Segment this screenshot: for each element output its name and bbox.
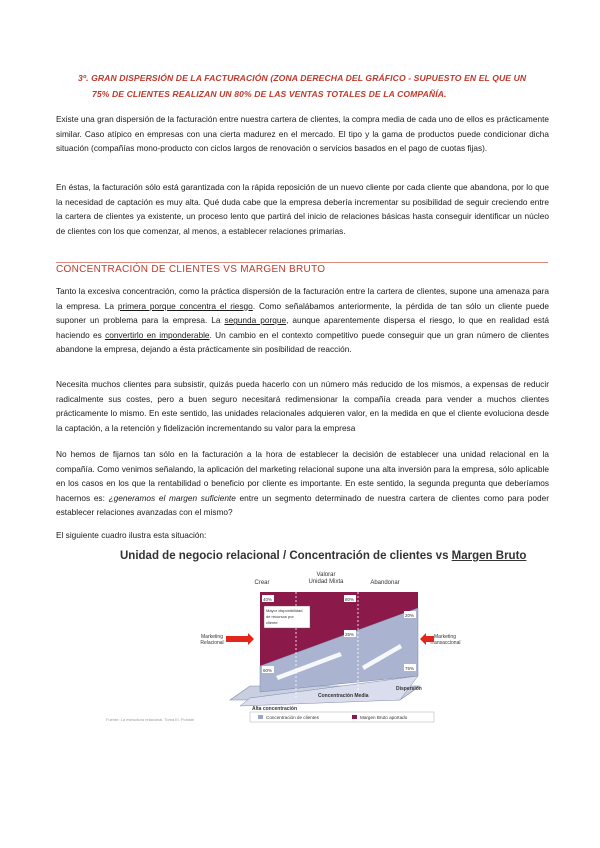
figure-pct-right: 75%	[405, 666, 415, 671]
figure-right-label-1: Marketing	[434, 634, 456, 640]
figure-left-label-1: Marketing	[201, 634, 223, 640]
figure-left-label-2: Relacional	[200, 640, 224, 646]
paragraph-3	[56, 284, 549, 357]
figure-callout-line-3: cliente	[266, 620, 278, 625]
figure-col-valorar-2: Unidad Mixta	[308, 579, 344, 585]
section-title: CONCENTRACIÓN DE CLIENTES VS MARGEN BRUTO	[56, 264, 326, 275]
figure-title-underlined: Margen Bruto	[451, 550, 527, 562]
figure-left-arrow	[226, 633, 254, 645]
p3-text-a: Tanto la excesiva concentración, como la práctica dispersión de la facturación entre la cartera de clientes, supone una amenaza para la empresa. La	[56, 286, 549, 311]
figure-legend-swatch-2	[352, 715, 357, 719]
section-heading	[78, 70, 548, 102]
figure-pct-mid: 25%	[345, 632, 355, 637]
figure-legend-swatch-1	[258, 715, 263, 719]
figure-right-label-2: Transaccional	[429, 640, 461, 646]
section-divider	[56, 262, 548, 263]
figure-pct-top-mid: 80%	[345, 597, 355, 602]
p5-text-a: No hemos de fijarnos tan sólo en la facturación a la hora de establecer la decisión de establecer una unidad relacional en la compañía. Como venimos señalando, la aplicación del marketing relacional supone una alta inversión para la empresa, sólo aplicable en los casos en los que la rentabilidad o beneficio por cliente es importante. En este sentido, la segunda pregunta que deberíamos hacernos es:	[56, 449, 549, 503]
p5-italic: ¿generamos el margen suficiente	[108, 492, 236, 503]
p3-text-g: . Un cambio en el contexto competitivo puede conseguir que un gran número de clientes abandone la empresa, dejando a ésta prácticamente sin posibilidad de reacción.	[56, 329, 549, 355]
paragraph-5	[56, 447, 549, 520]
p3-underlined-3: convertirlo en imponderable	[105, 329, 210, 340]
p3-text-c: . Como señalábamos anteriormente, la pérdida de tan sólo un cliente puede suponer un problema para la empresa. La	[56, 300, 550, 326]
figure-pct-top-left: 40%	[263, 597, 273, 602]
p3-text-e: , aunque aparentemente dispersa el riesgo, lo que en realidad está haciendo es	[56, 315, 549, 340]
figure-pct-top-right: 20%	[405, 613, 415, 618]
p3-underlined-2: segunda porque	[224, 315, 287, 326]
concentration-margin-figure	[100, 548, 500, 726]
p5-text-c: entre un segmento determinado de nuestra cartera de clientes como para poder establecer relaciones avanzadas con el mismo?	[56, 492, 549, 518]
heading-line-1: 3º. GRAN DISPERSIÓN DE LA FACTURACIÓN (ZONA DERECHA DEL GRÁFICO - SUPUESTO EN EL QUE UN	[78, 73, 527, 83]
figure-col-abandonar: Abandonar	[370, 580, 400, 586]
figure-axis-dispersion: Dispersión	[396, 686, 422, 692]
figure-pct-bottom-left: 60%	[263, 668, 273, 673]
figure-callout-line-2: de recursos por	[266, 614, 294, 619]
figure-axis-alta: Alta concentración	[252, 706, 298, 712]
figure-col-valorar-1: Valorar	[316, 572, 336, 578]
figure-axis-media: Concentración Media	[318, 693, 369, 699]
figure-legend-1: Concentración de clientes	[266, 715, 319, 720]
figure-legend-2: Margen Bruto aportado	[360, 715, 408, 720]
figure-col-crear: Crear	[254, 580, 270, 586]
p3-underlined-1: primera porque concentra el riesgo	[117, 300, 253, 311]
figure-source: Fuente: La estructura relacional. Toma III. Poniste	[106, 717, 195, 722]
figure-title-text: Unidad de negocio relacional / Concentración de clientes vs	[120, 550, 452, 562]
paragraph-4: Necesita muchos clientes para subsistir, quizás pueda hacerlo con un número más reducido de los mismos, a expensas de reducir radicalmente sus costes, pero a buen seguro necesitará redimensionar la compañía creada para vender a muchos clientes prácticamente lo mismo. En este sentido, las unidades relacionales adquieren valor, en la medida en que el cliente evoluciona desde la captación, a la retención y fidelización incrementando su valor para la empresa	[56, 379, 549, 433]
paragraph-6: El siguiente cuadro ilustra esta situación:	[56, 530, 207, 540]
paragraph-1: Existe una gran dispersión de la facturación entre nuestra cartera de clientes, la compra media de cada uno de ellos es prácticamente similar. Caso atípico en empresas con una cierta madurez en el mercado. El tipo y la gama de productos puede condicionar dicha situación (compañías mono-producto con ciclos largos de renovación o servicios basados en el pago de cuotas fijas).	[56, 114, 549, 154]
heading-line-2: 75% DE CLIENTES REALIZAN UN 80% DE LAS VENTAS TOTALES DE LA COMPAÑÍA.	[92, 89, 447, 99]
paragraph-2: En éstas, la facturación sólo está garantizada con la rápida reposición de un nuevo cliente por cada cliente que abandona, por lo que la necesidad de captación es muy alta. Qué duda cabe que la empresa debería incrementar su posibilidad de seguir creciendo entre la cartera de clientes ya existente, un proceso lento que partirá del inicio de relaciones básicas hasta conseguir identificar un núcleo de clientes con los que comenzar, al menos, a establecer relaciones primarias.	[56, 182, 549, 236]
figure-callout-line-1: Mayor disponibilidad	[266, 608, 303, 613]
